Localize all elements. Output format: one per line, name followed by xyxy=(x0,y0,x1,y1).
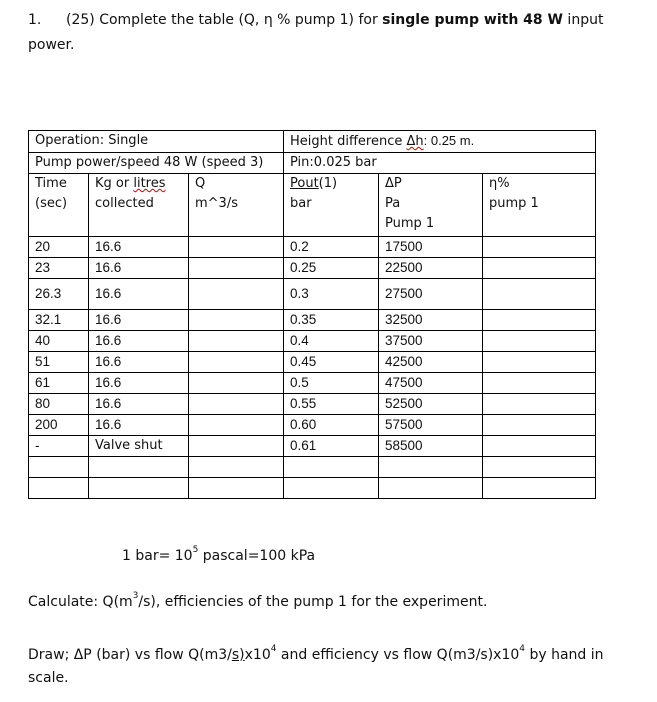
table-row xyxy=(29,457,596,478)
cell-time: - xyxy=(29,436,89,457)
table-row xyxy=(29,279,596,310)
cell-q xyxy=(189,352,284,373)
cell-q xyxy=(189,237,284,258)
cell-kg: 16.6 xyxy=(89,394,189,415)
table-row xyxy=(29,237,596,258)
header-kg: Kg or litres collected xyxy=(89,174,189,237)
cell-q xyxy=(189,258,284,279)
question-text-line1: (25) Complete the table (Q, η % pump 1) for single pump with 48 W input xyxy=(66,12,604,28)
table-row xyxy=(29,478,596,499)
pump-power-cell: Pump power/speed 48 W (speed 3) xyxy=(29,153,284,174)
cell-dp: 58500 xyxy=(379,436,483,457)
cell-pout: 0.35 xyxy=(284,310,379,331)
cell-dp: 22500 xyxy=(379,258,483,279)
cell-eta xyxy=(483,352,596,373)
cell-time: 80 xyxy=(29,394,89,415)
cell-time: 200 xyxy=(29,415,89,436)
question-text-line2: power. xyxy=(28,37,75,53)
cell-kg: 16.6 xyxy=(89,373,189,394)
table-row xyxy=(29,310,596,331)
cell-dp: 17500 xyxy=(379,237,483,258)
cell-pout: 0.60 xyxy=(284,415,379,436)
cell-pout: 0.4 xyxy=(284,331,379,352)
cell-q xyxy=(189,310,284,331)
cell-eta xyxy=(483,457,596,478)
cell-pout: 0.3 xyxy=(284,279,379,310)
cell-q xyxy=(189,394,284,415)
cell-q xyxy=(189,457,284,478)
table-row xyxy=(29,373,596,394)
pin-cell: Pin:0.025 bar xyxy=(284,153,596,174)
cell-time: 40 xyxy=(29,331,89,352)
conversion-note: 1 $bar= 10^5$ pascal=100 kPa xyxy=(122,545,316,564)
cell-eta xyxy=(483,373,596,394)
header-time: Time (sec) xyxy=(29,174,89,237)
header-eta: η% pump 1 xyxy=(483,174,596,237)
question-bold-phrase: single pump with 48 W xyxy=(382,12,563,28)
cell-kg: 16.6 xyxy=(89,310,189,331)
cell-eta xyxy=(483,310,596,331)
cell-time: 23 xyxy=(29,258,89,279)
cell-kg: 16.6 xyxy=(89,415,189,436)
cell-pout xyxy=(284,478,379,499)
cell-dp: 47500 xyxy=(379,373,483,394)
cell-dp xyxy=(379,478,483,499)
cell-q xyxy=(189,331,284,352)
cell-time: 20 xyxy=(29,237,89,258)
cell-eta xyxy=(483,478,596,499)
cell-kg: Valve shut xyxy=(89,436,189,457)
table-row xyxy=(29,394,596,415)
cell-eta xyxy=(483,415,596,436)
cell-q xyxy=(189,415,284,436)
cell-time xyxy=(29,457,89,478)
cell-pout: 0.45 xyxy=(284,352,379,373)
cell-dp xyxy=(379,457,483,478)
cell-pout xyxy=(284,457,379,478)
cell-pout: 0.61 xyxy=(284,436,379,457)
cell-dp: 52500 xyxy=(379,394,483,415)
cell-kg xyxy=(89,457,189,478)
data-table xyxy=(28,130,596,499)
cell-pout: 0.25 xyxy=(284,258,379,279)
cell-pout: 0.2 xyxy=(284,237,379,258)
calculate-instruction: Calculate: $Q(m^3/s)$, efficiencies of the pump 1 for the experiment. xyxy=(28,591,488,610)
cell-dp: 37500 xyxy=(379,331,483,352)
table-row xyxy=(29,331,596,352)
draw-instruction-line2: scale. xyxy=(28,670,69,686)
table-row xyxy=(29,352,596,373)
draw-instruction-line1: Draw; ΔP (bar) vs flow $Q(m3/s)x10^4$ and efficiency vs flow $Q(m3/s)x10^4$ by hand in xyxy=(28,644,604,663)
operation-cell: Operation: Single xyxy=(29,131,284,153)
cell-time: 26.3 xyxy=(29,279,89,310)
cell-eta xyxy=(483,331,596,352)
cell-q xyxy=(189,279,284,310)
height-difference-cell: Height difference Δh: 0.25 m. xyxy=(284,131,596,153)
cell-q xyxy=(189,478,284,499)
cell-eta xyxy=(483,279,596,310)
cell-kg: 16.6 xyxy=(89,352,189,373)
cell-q xyxy=(189,436,284,457)
cell-kg: 16.6 xyxy=(89,237,189,258)
cell-eta xyxy=(483,436,596,457)
cell-kg: 16.6 xyxy=(89,258,189,279)
cell-kg: 16.6 xyxy=(89,279,189,310)
header-pout: Pout(1) bar xyxy=(284,174,379,237)
cell-eta xyxy=(483,237,596,258)
cell-q xyxy=(189,373,284,394)
cell-kg xyxy=(89,478,189,499)
table-row xyxy=(29,436,596,457)
cell-dp: 57500 xyxy=(379,415,483,436)
cell-eta xyxy=(483,258,596,279)
cell-time: 61 xyxy=(29,373,89,394)
cell-dp: 27500 xyxy=(379,279,483,310)
cell-time: 32.1 xyxy=(29,310,89,331)
header-dp: ΔP Pa Pump 1 xyxy=(379,174,483,237)
table-row xyxy=(29,415,596,436)
cell-time xyxy=(29,478,89,499)
header-q: Q m^3/s xyxy=(189,174,284,237)
table-row xyxy=(29,258,596,279)
cell-pout: 0.5 xyxy=(284,373,379,394)
cell-eta xyxy=(483,394,596,415)
cell-pout: 0.55 xyxy=(284,394,379,415)
cell-dp: 32500 xyxy=(379,310,483,331)
cell-time: 51 xyxy=(29,352,89,373)
cell-kg: 16.6 xyxy=(89,331,189,352)
question-number: 1. xyxy=(28,12,42,28)
cell-dp: 42500 xyxy=(379,352,483,373)
